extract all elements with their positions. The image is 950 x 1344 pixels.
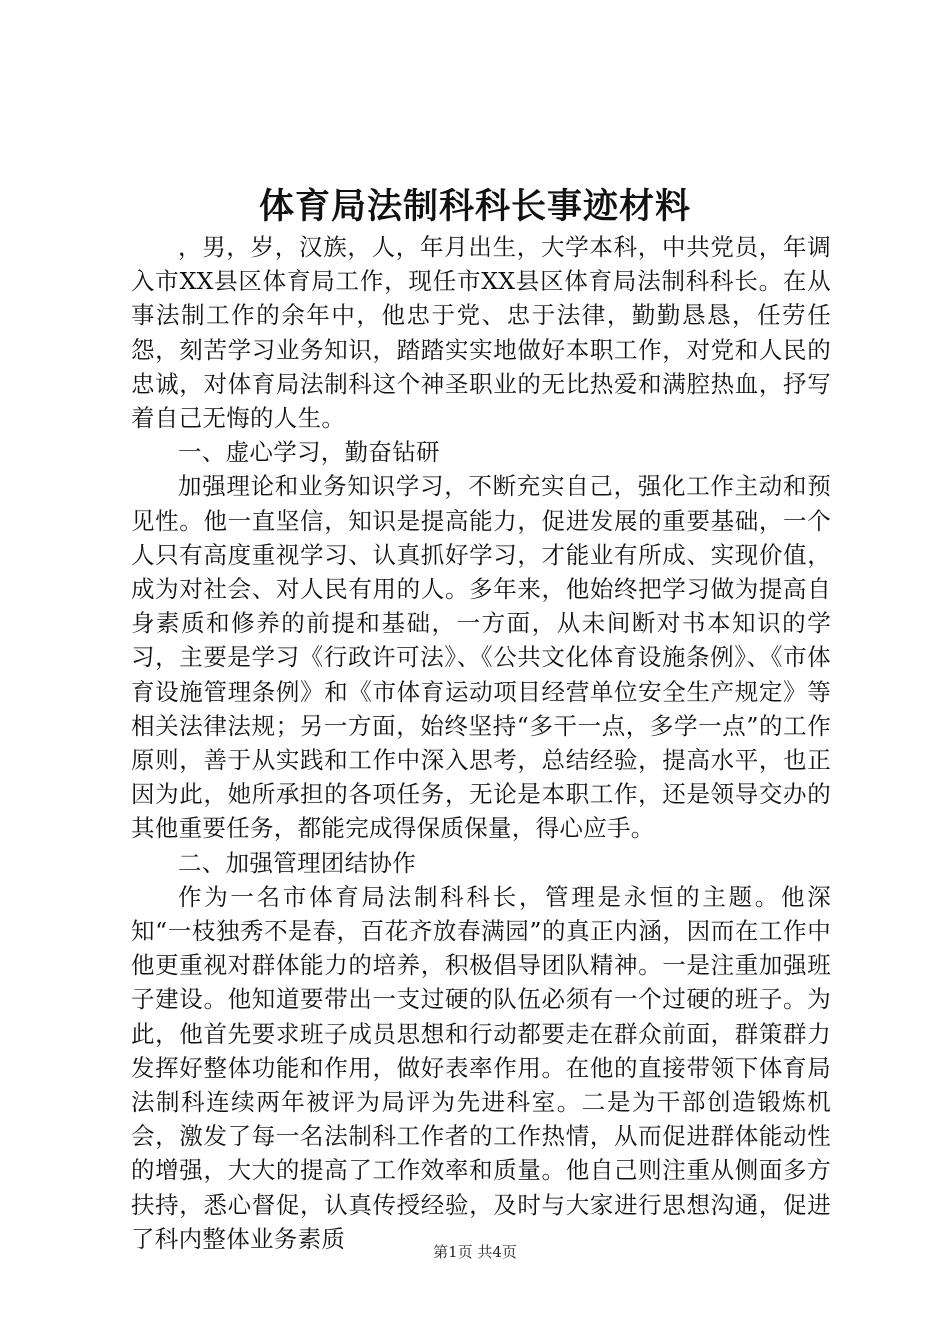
intro-paragraph: ，男，岁，汉族，人，年月出生，大学本科，中共党员，年调入市XX县区体育局工作，现任市XX县区体育局法制科科长。在从事法制工作的余年中，他忠于党、忠于法律，勤勤恳恳，任劳任怨，刻苦学习业务知识，踏踏实实地做好本职工作，对党和人民的忠诚，对体育局法制科这个神圣职业的无比热爱和满腔热血，抒写着自己无悔的人生。 xyxy=(131,233,831,433)
section-2-paragraph: 作为一名市体育局法制科科长，管理是永恒的主题。他深知“一枝独秀不是春，百花齐放春满园”的真正内涵，因而在工作中他更重视对群体能力的培养，积极倡导团队精神。一是注重加强班子建设。他知道要带出一支过硬的队伍必须有一个过硬的班子。为此，他首先要求班子成员思想和行动都要走在群众前面，群策群力发挥好整体功能和作用，做好表率作用。在他的直接带领下体育局法制科连续两年被评为局评为先进科室。二是为干部创造锻炼机会，激发了每一名法制科工作者的工作热情，从而促进群体能动性的增强，大大的提高了工作效率和质量。他自己则注重从侧面多方扶持，悉心督促，认真传授经验，及时与大家进行思想沟通，促进了科内整体业务素质 xyxy=(131,882,831,1253)
section-heading-2: 二、加强管理团结协作 xyxy=(178,848,416,877)
document-body xyxy=(131,230,831,1256)
section-1-paragraph: 加强理论和业务知识学习，不断充实自己，强化工作主动和预见性。他一直坚信，知识是提高能力，促进发展的重要基础，一个人只有高度重视学习、认真抓好学习，才能业有所成、实现价值，成为对社会、对人民有用的人。多年来，他始终把学习做为提高自身素质和修养的前提和基础，一方面，从未间断对书本知识的学习，主要是学习《行政许可法》、《公共文化体育设施条例》、《市体育设施管理条例》和《市体育运动项目经营单位安全生产规定》等相关法律法规；另一方面，始终坚持“多干一点，多学一点”的工作原则，善于从实践和工作中深入思考，总结经验，提高水平，也正因为此，她所承担的各项任务，无论是本职工作，还是领导交办的其他重要任务，都能完成得保质保量，得心应手。 xyxy=(131,472,831,843)
section-heading-1: 一、虚心学习，勤奋钻研 xyxy=(178,438,440,467)
document-title: 体育局法制科科长事迹材料 xyxy=(258,186,691,227)
page-number-footer: 第1页 共4页 xyxy=(433,1243,517,1261)
